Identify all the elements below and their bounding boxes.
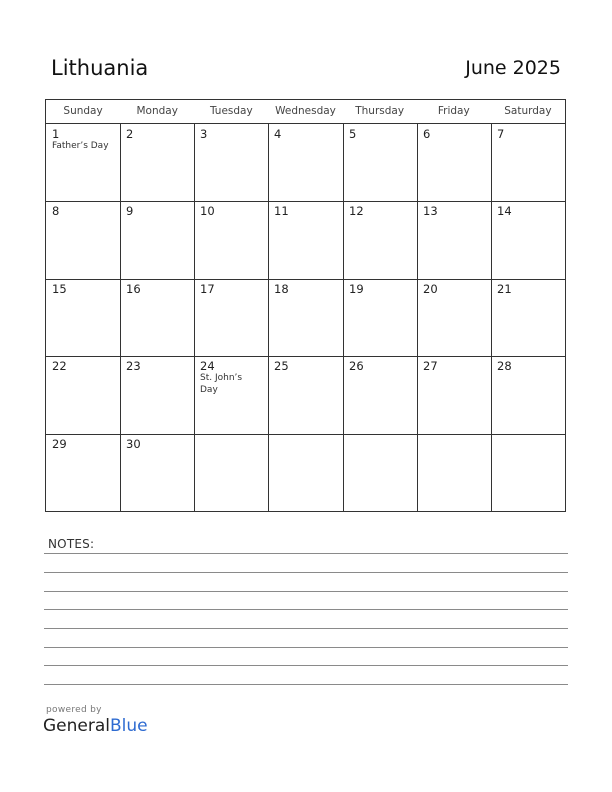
note-line — [44, 684, 568, 685]
day-cell — [120, 279, 194, 356]
day-number: 4 — [274, 127, 282, 141]
day-cell — [417, 279, 491, 356]
day-cell — [268, 356, 342, 433]
day-cell — [120, 124, 194, 201]
day-number: 17 — [200, 282, 215, 296]
day-number: 21 — [497, 282, 512, 296]
day-cell — [120, 356, 194, 433]
note-line — [44, 591, 568, 592]
day-cell — [268, 279, 342, 356]
day-number: 5 — [349, 127, 357, 141]
note-line — [44, 553, 568, 554]
holiday-label: Father’s Day — [52, 141, 109, 151]
day-cell — [268, 434, 342, 511]
day-cell — [417, 434, 491, 511]
day-cell — [491, 279, 565, 356]
day-number: 6 — [423, 127, 431, 141]
day-cell — [417, 124, 491, 201]
day-cell — [417, 201, 491, 278]
note-line — [44, 647, 568, 648]
day-number: 16 — [126, 282, 141, 296]
day-cell — [491, 434, 565, 511]
day-cell — [46, 356, 120, 433]
day-cell — [491, 201, 565, 278]
day-cell — [194, 201, 268, 278]
weekday-wednesday: Wednesday — [275, 105, 336, 117]
day-number: 1 — [52, 127, 60, 141]
generalblue-logo — [43, 716, 148, 736]
day-cell — [268, 124, 342, 201]
weekday-sunday: Sunday — [63, 105, 103, 117]
day-cell — [120, 201, 194, 278]
day-cell — [194, 279, 268, 356]
day-number: 15 — [52, 282, 67, 296]
day-number: 27 — [423, 359, 438, 373]
day-number: 2 — [126, 127, 134, 141]
day-number: 10 — [200, 204, 215, 218]
day-number: 14 — [497, 204, 512, 218]
brand-general: General — [43, 716, 110, 736]
day-cell — [343, 356, 417, 433]
day-number: 26 — [349, 359, 364, 373]
holiday-label: St. John’s Day — [200, 373, 243, 395]
note-line — [44, 609, 568, 610]
note-line — [44, 628, 568, 629]
notes-label: NOTES: — [48, 537, 95, 551]
brand-blue: Blue — [110, 716, 148, 736]
weekday-thursday: Thursday — [355, 105, 405, 117]
day-number: 12 — [349, 204, 364, 218]
day-cell — [491, 356, 565, 433]
day-cell — [46, 434, 120, 511]
powered-by-text: powered by — [46, 705, 102, 715]
day-cell — [46, 201, 120, 278]
calendar-grid — [45, 99, 566, 512]
day-number: 29 — [52, 437, 67, 451]
day-number: 22 — [52, 359, 67, 373]
day-number: 18 — [274, 282, 289, 296]
day-number: 11 — [274, 204, 289, 218]
day-number: 3 — [200, 127, 208, 141]
day-cell — [120, 434, 194, 511]
day-number: 20 — [423, 282, 438, 296]
day-number: 28 — [497, 359, 512, 373]
day-number: 24 — [200, 359, 215, 373]
day-cell — [491, 124, 565, 201]
weekday-saturday: Saturday — [504, 105, 552, 117]
day-cell — [343, 124, 417, 201]
day-cell — [343, 201, 417, 278]
day-number: 9 — [126, 204, 134, 218]
day-cell — [417, 356, 491, 433]
note-line — [44, 572, 568, 573]
day-number: 7 — [497, 127, 505, 141]
day-number: 19 — [349, 282, 364, 296]
country-title: Lithuania — [51, 56, 149, 80]
day-cell — [194, 124, 268, 201]
day-cell — [343, 434, 417, 511]
day-cell — [46, 279, 120, 356]
day-number: 13 — [423, 204, 438, 218]
day-number: 23 — [126, 359, 141, 373]
day-cell — [343, 279, 417, 356]
day-cell — [194, 434, 268, 511]
weekday-header-row — [46, 100, 565, 124]
month-year-title: June 2025 — [465, 57, 561, 79]
weekday-tuesday: Tuesday — [209, 105, 253, 117]
note-line — [44, 665, 568, 666]
weekday-monday: Monday — [136, 105, 178, 117]
day-number: 25 — [274, 359, 289, 373]
day-cell — [268, 201, 342, 278]
day-number: 8 — [52, 204, 60, 218]
weekday-friday: Friday — [437, 105, 470, 117]
day-number: 30 — [126, 437, 141, 451]
day-cell — [46, 124, 120, 201]
day-cell — [194, 356, 268, 433]
